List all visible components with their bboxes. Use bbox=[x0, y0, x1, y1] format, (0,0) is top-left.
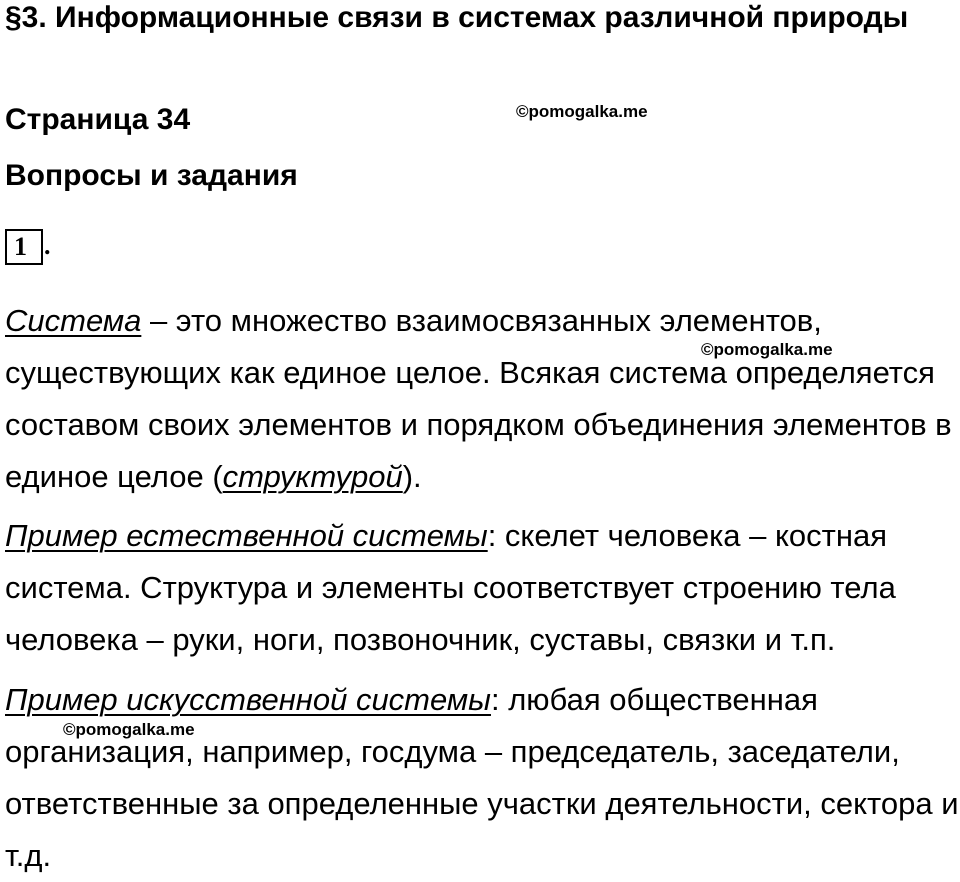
artificial-system-paragraph bbox=[5, 674, 960, 882]
page-title: §3. Информационные связи в системах различной природы bbox=[5, 1, 909, 34]
natural-system-paragraph bbox=[5, 510, 960, 666]
task-number-dot: . bbox=[44, 231, 51, 260]
watermark: ©pomogalka.me bbox=[63, 720, 195, 739]
page-number: Страница 34 bbox=[5, 103, 191, 136]
term-natural-system: Пример естественной системы bbox=[5, 518, 488, 553]
definition-text: – это множество взаимосвязанных элементов, существующих как единое целое. Всякая система определяется составом своих элементов и порядком объединения элементов в единое целое ( bbox=[5, 303, 952, 494]
term-structure: структурой bbox=[222, 459, 403, 494]
watermark: ©pomogalka.me bbox=[701, 340, 833, 359]
definition-text-end: ). bbox=[402, 459, 422, 494]
section-heading: Вопросы и задания bbox=[5, 159, 298, 192]
term-artificial-system: Пример искусственной системы bbox=[5, 682, 491, 717]
natural-system-text: : скелет человека – костная система. Структура и элементы соответствует строению тела человека – руки, ноги, позвоночник, суставы, связки и т.п. bbox=[5, 518, 896, 657]
definition-paragraph bbox=[5, 295, 960, 503]
task-number-box: 1 bbox=[5, 229, 43, 265]
watermark: ©pomogalka.me bbox=[516, 102, 648, 121]
artificial-system-text: : любая общественная организация, например, госдума – председатель, заседатели, ответственные за определенные участки деятельности, сектора и т.д. bbox=[5, 682, 959, 873]
term-system: Система bbox=[5, 303, 142, 338]
